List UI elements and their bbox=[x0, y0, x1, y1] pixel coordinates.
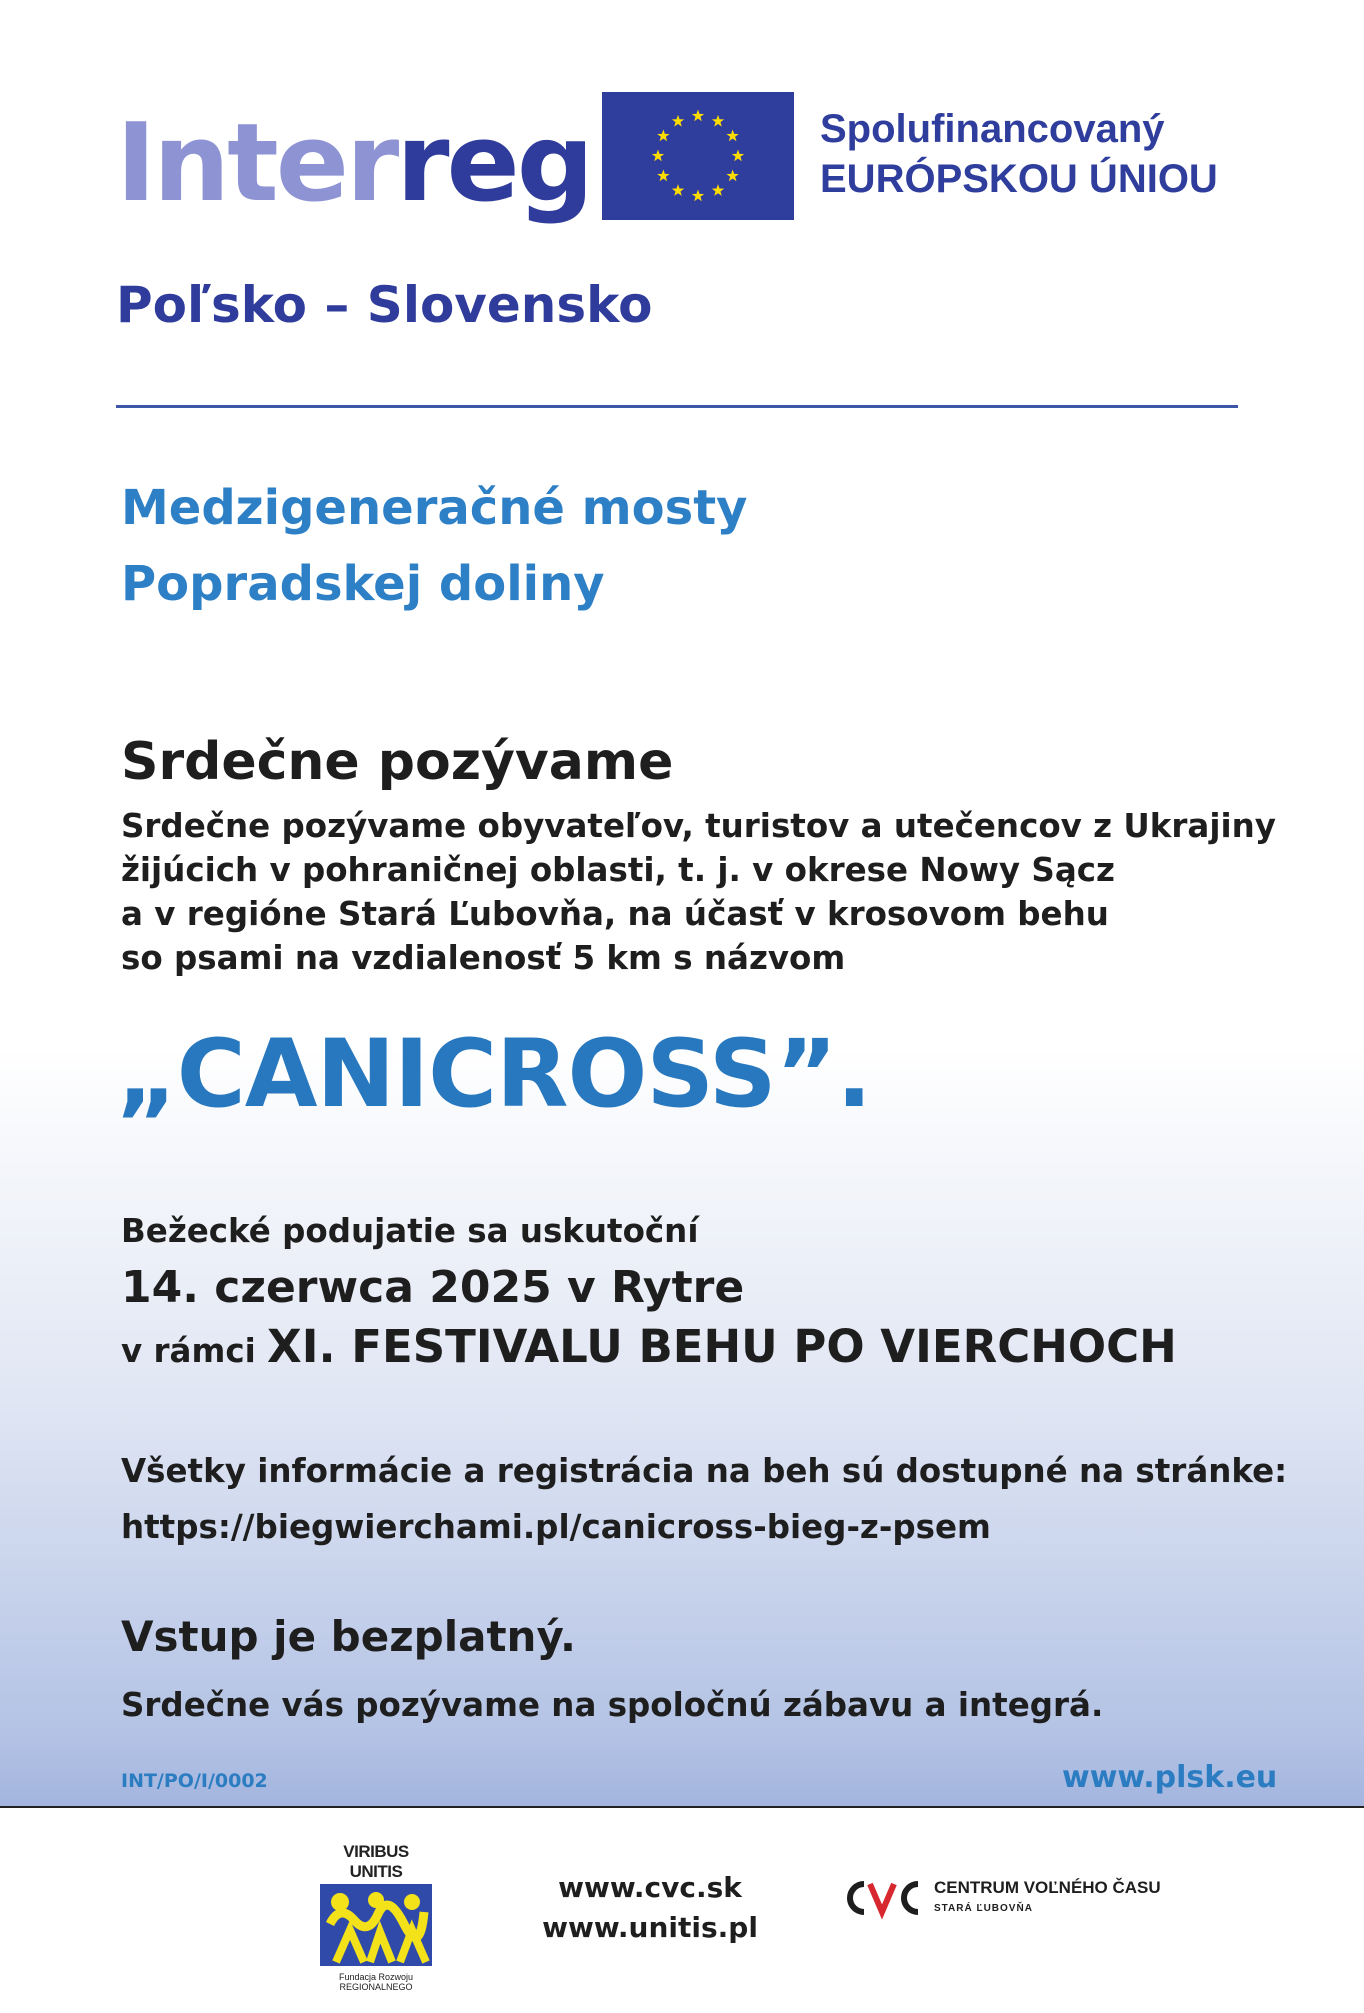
cvc-link[interactable]: www.cvc.sk bbox=[558, 1871, 742, 1904]
cvc-name: CENTRUM VOĽNÉHO ČASU bbox=[934, 1878, 1161, 1897]
plsk-link[interactable]: www.plsk.eu bbox=[1062, 1760, 1278, 1795]
info-block bbox=[121, 1443, 1287, 1555]
eu-flag-icon bbox=[602, 92, 794, 220]
unitis-link[interactable]: www.unitis.pl bbox=[542, 1911, 758, 1944]
event-context-prefix: v rámci bbox=[121, 1332, 268, 1370]
eu-star-icon bbox=[692, 190, 704, 202]
eu-star-icon bbox=[712, 115, 724, 127]
event-date: 14. czerwca 2025 v Rytre bbox=[121, 1262, 745, 1313]
header-divider bbox=[116, 405, 1238, 408]
project-title bbox=[121, 470, 747, 622]
festival-name: XI. FESTIVALU BEHU PO VIERCHOCH bbox=[267, 1320, 1177, 1373]
footer-divider bbox=[0, 1806, 1364, 1808]
eu-star-icon bbox=[732, 150, 744, 162]
eu-star-icon bbox=[672, 184, 684, 196]
eu-star-icon bbox=[692, 110, 704, 122]
cofund-label bbox=[820, 104, 1218, 204]
viribus-unitis-logo bbox=[316, 1842, 436, 1992]
event-context bbox=[121, 1320, 1177, 1373]
eu-star-icon bbox=[712, 184, 724, 196]
interreg-logo: Interreg bbox=[116, 101, 592, 226]
eu-star-icon bbox=[672, 115, 684, 127]
free-entry-text: Vstup je bezplatný. bbox=[121, 1612, 576, 1661]
cofund-line-2: EURÓPSKOU ÚNIOU bbox=[820, 157, 1218, 201]
closing-text: Srdečne vás pozývame na spoločnú zábavu a integrá. bbox=[121, 1686, 1104, 1724]
event-name: „CANICROSS”. bbox=[116, 1020, 872, 1129]
invitation-line: so psami na vzdialenosť 5 km s názvom bbox=[121, 939, 846, 977]
project-title-line-1: Medzigeneračné mosty bbox=[121, 480, 748, 536]
eu-star-icon bbox=[726, 170, 738, 182]
cvc-logo-icon bbox=[842, 1876, 926, 1920]
eu-star-icon bbox=[652, 150, 664, 162]
registration-url[interactable]: https://biegwierchami.pl/canicross-bieg-z-psem bbox=[121, 1508, 991, 1546]
invitation-body bbox=[121, 804, 1276, 980]
info-text: Všetky informácie a registrácia na beh sú dostupné na stránke: bbox=[121, 1452, 1288, 1490]
event-intro: Bežecké podujatie sa uskutoční bbox=[121, 1212, 699, 1250]
invitation-line: žijúcich v pohraničnej oblasti, t. j. v okrese Nowy Sącz bbox=[121, 851, 1115, 889]
cvc-city: STARÁ ĽUBOVŇA bbox=[934, 1903, 1033, 1914]
eu-star-icon bbox=[726, 130, 738, 142]
cofund-line-1: Spolufinancovaný bbox=[820, 107, 1165, 151]
footer-links bbox=[530, 1868, 770, 1948]
region-label: Poľsko – Slovensko bbox=[116, 276, 653, 334]
invitation-line: a v regióne Stará Ľubovňa, na účasť v krosovom behu bbox=[121, 895, 1109, 933]
invitation-heading: Srdečne pozývame bbox=[121, 732, 674, 792]
viribus-unitis-logo-icon bbox=[320, 1884, 432, 1966]
eu-star-icon bbox=[657, 130, 669, 142]
invitation-line: Srdečne pozývame obyvateľov, turistov a utečencov z Ukrajiny bbox=[121, 807, 1276, 845]
viribus-sub: Fundacja Rozwoju REGIONALNEGO bbox=[338, 1972, 414, 1992]
viribus-title: VIRIBUS UNITIS bbox=[343, 1842, 409, 1881]
project-code: INT/PO/I/0002 bbox=[121, 1770, 268, 1792]
eu-star-icon bbox=[657, 170, 669, 182]
project-title-line-2: Popradskej doliny bbox=[121, 556, 605, 612]
